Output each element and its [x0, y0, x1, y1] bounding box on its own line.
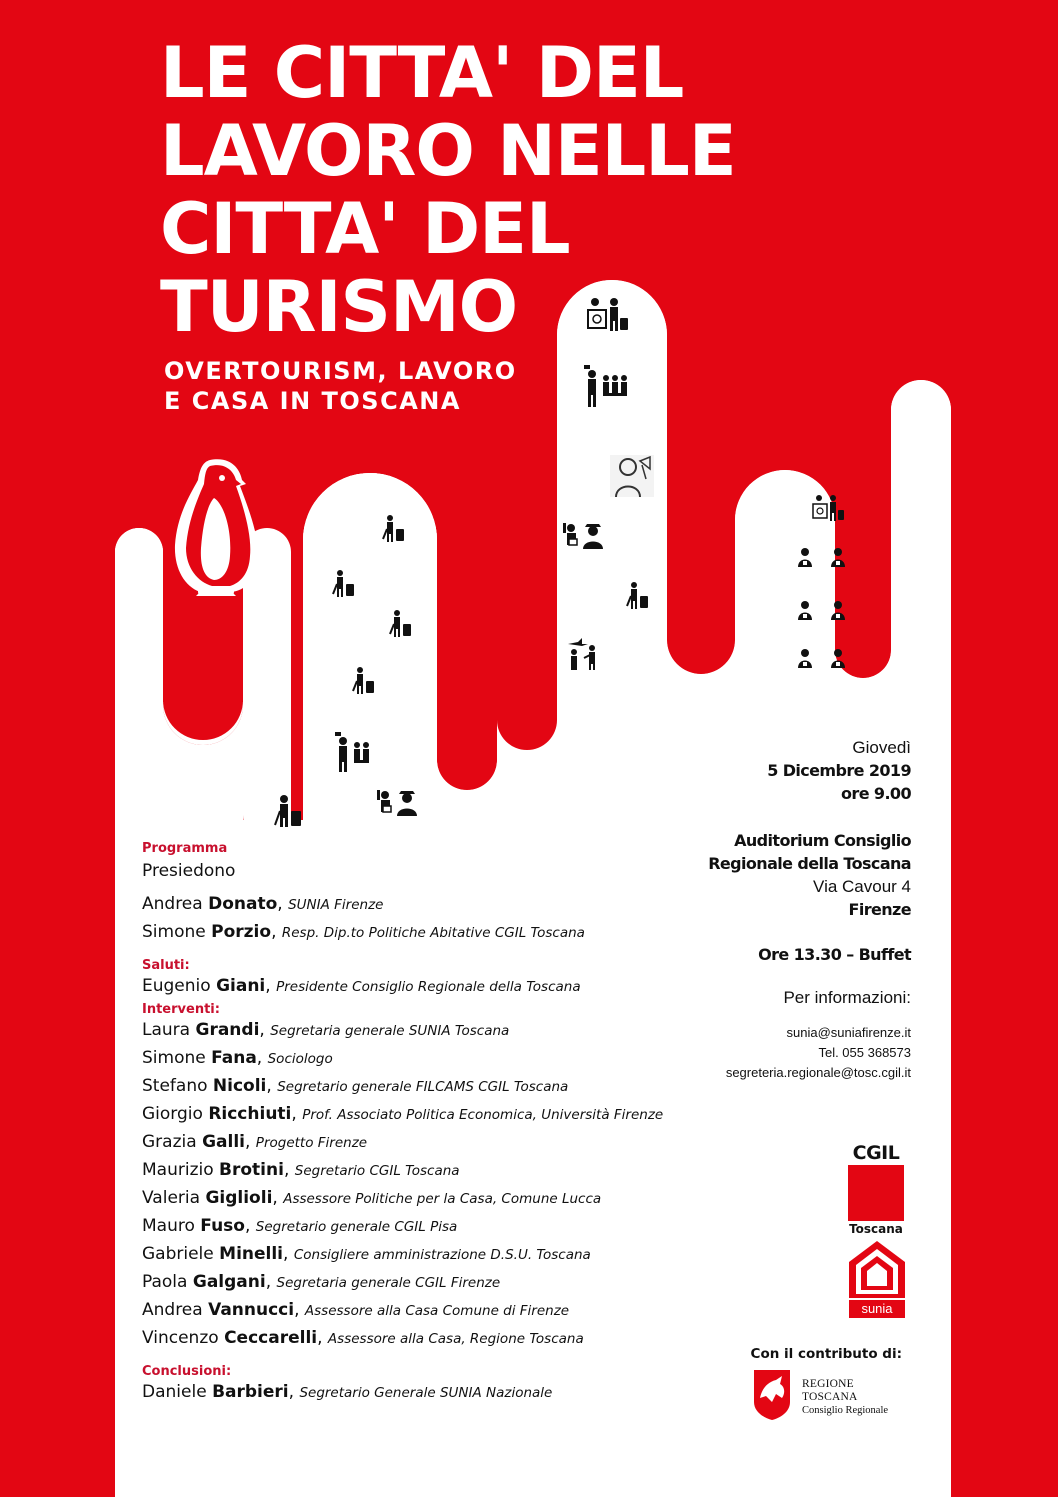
event-buffet: Ore 13.30 – Buffet [758, 945, 911, 964]
speaker-first-name: Vincenzo [142, 1328, 219, 1348]
speaker-role: Progetto Firenze [255, 1135, 368, 1151]
speaker-last-name: Grandi [195, 1020, 260, 1040]
speaker-first-name: Andrea [142, 1300, 203, 1320]
conclusioni-heading: Conclusioni: [142, 1364, 232, 1379]
speaker-first-name: Grazia [142, 1132, 197, 1152]
event-time: ore 9.00 [841, 784, 911, 803]
sunia-logo [846, 1238, 908, 1320]
speaker-role: Segretaria generale SUNIA Toscana [270, 1023, 510, 1039]
speaker-role: Presidente Consiglio Regionale della Toscana [276, 979, 581, 995]
speaker-first-name: Simone [142, 1048, 206, 1068]
event-date: 5 Dicembre 2019 [767, 761, 911, 780]
title-line: LE CITTA' DEL [160, 32, 684, 114]
speaker-row: Eugenio Giani, Presidente Consiglio Regionale della Toscana [142, 976, 581, 996]
speaker-last-name: Fana [211, 1048, 257, 1068]
speaker-first-name: Laura [142, 1020, 191, 1040]
speaker-row: Paola Galgani, Segretaria generale CGIL Firenze [142, 1272, 501, 1292]
subtitle-line: E CASA IN TOSCANA [164, 387, 461, 415]
event-day: Giovedì [852, 738, 911, 757]
poster-subtitle [164, 356, 517, 416]
info-label: Per informazioni: [783, 988, 911, 1007]
subtitle-line: OVERTOURISM, LAVORO [164, 357, 517, 385]
speaker-row: Andrea Donato, SUNIA Firenze [142, 894, 384, 914]
speaker-last-name: Brotini [219, 1160, 284, 1180]
title-line: LAVORO NELLE [160, 110, 736, 192]
speaker-role: Segretario generale FILCAMS CGIL Toscana [277, 1079, 569, 1095]
speaker-first-name: Daniele [142, 1382, 207, 1402]
speaker-role: Assessore alla Casa Comune di Firenze [304, 1303, 570, 1319]
speaker-role: Prof. Associato Politica Economica, Università Firenze [302, 1107, 664, 1123]
title-line: TURISMO [160, 266, 518, 348]
speaker-row: Gabriele Minelli, Consigliere amministrazione D.S.U. Toscana [142, 1244, 591, 1264]
speaker-row: Grazia Galli, Progetto Firenze [142, 1132, 368, 1152]
speaker-first-name: Valeria [142, 1188, 201, 1208]
poster-title [160, 34, 800, 346]
speaker-row: Giorgio Ricchiuti, Prof. Associato Politica Economica, Università Firenze [142, 1104, 664, 1124]
speaker-role: SUNIA Firenze [288, 897, 384, 913]
hotel-maid-icon [610, 455, 654, 497]
event-city: Firenze [848, 900, 911, 919]
speaker-row: Stefano Nicoli, Segretario generale FILCAMS CGIL Toscana [142, 1076, 569, 1096]
speaker-last-name: Minelli [219, 1244, 284, 1264]
contact-email-sunia[interactable]: sunia@suniafirenze.it [786, 1025, 911, 1040]
speaker-first-name: Gabriele [142, 1244, 214, 1264]
regione-toscana-logo [752, 1368, 912, 1420]
speaker-row: Laura Grandi, Segretaria generale SUNIA Toscana [142, 1020, 510, 1040]
cgil-logo-word: CGIL [852, 1142, 900, 1164]
speaker-last-name: Nicoli [212, 1076, 267, 1096]
speaker-first-name: Simone [142, 922, 206, 942]
speaker-row: Andrea Vannucci, Assessore alla Casa Comune di Firenze [142, 1300, 570, 1320]
speaker-role: Resp. Dip.to Politiche Abitative CGIL Toscana [281, 925, 585, 941]
regione-line1: REGIONE TOSCANA [802, 1378, 858, 1403]
regione-text [802, 1378, 912, 1417]
event-venue-line1: Auditorium Consiglio [734, 831, 911, 850]
title-line: CITTA' DEL [160, 188, 570, 270]
speaker-last-name: Ceccarelli [224, 1328, 318, 1348]
speaker-role: Sociologo [267, 1051, 333, 1067]
speaker-role: Segretario CGIL Toscana [294, 1163, 460, 1179]
speaker-role: Segretario generale CGIL Pisa [255, 1219, 458, 1235]
speaker-first-name: Mauro [142, 1216, 195, 1236]
speaker-last-name: Ricchiuti [208, 1104, 292, 1124]
speaker-last-name: Galgani [192, 1272, 266, 1292]
speaker-row: Mauro Fuso, Segretario generale CGIL Pisa [142, 1216, 458, 1236]
speaker-first-name: Maurizio [142, 1160, 214, 1180]
speaker-role: Assessore Politiche per la Casa, Comune Lucca [283, 1191, 602, 1207]
speaker-first-name: Andrea [142, 894, 203, 914]
event-address: Via Cavour 4 [813, 877, 911, 896]
contact-phone[interactable]: Tel. 055 368573 [818, 1045, 911, 1060]
speaker-row: Simone Porzio, Resp. Dip.to Politiche Abitative CGIL Toscana [142, 922, 585, 942]
speaker-role: Segretaria generale CGIL Firenze [276, 1275, 501, 1291]
conclusioni-list [142, 1379, 742, 1407]
speaker-role: Assessore alla Casa, Regione Toscana [327, 1331, 584, 1347]
regione-line2: Consiglio Regionale [802, 1405, 889, 1416]
cgil-logo-square [848, 1165, 904, 1221]
speaker-first-name: Eugenio [142, 976, 211, 996]
speaker-first-name: Giorgio [142, 1104, 203, 1124]
cgil-logo-region: Toscana [849, 1222, 903, 1236]
contribution-label: Con il contributo di: [750, 1346, 902, 1362]
sunia-logo-word: sunia [861, 1301, 893, 1316]
speaker-last-name: Vannucci [208, 1300, 295, 1320]
speaker-row: Simone Fana, Sociologo [142, 1048, 333, 1068]
interventi-heading: Interventi: [142, 1002, 220, 1017]
regione-toscana-emblem-icon [752, 1368, 792, 1420]
speaker-last-name: Fuso [200, 1216, 245, 1236]
speaker-row: Maurizio Brotini, Segretario CGIL Toscana [142, 1160, 460, 1180]
speaker-row: Valeria Giglioli, Assessore Politiche per la Casa, Comune Lucca [142, 1188, 602, 1208]
speaker-role: Consigliere amministrazione D.S.U. Toscana [293, 1247, 591, 1263]
speaker-last-name: Donato [208, 894, 278, 914]
speaker-role: Segretario Generale SUNIA Nazionale [299, 1385, 553, 1401]
speaker-last-name: Barbieri [212, 1382, 289, 1402]
speaker-row: Daniele Barbieri, Segretario Generale SUNIA Nazionale [142, 1382, 553, 1402]
speaker-first-name: Paola [142, 1272, 188, 1292]
speaker-last-name: Porzio [211, 922, 272, 942]
speaker-first-name: Stefano [142, 1076, 208, 1096]
event-details [581, 736, 911, 1083]
speaker-last-name: Galli [202, 1132, 245, 1152]
contact-email-cgil[interactable]: segreteria.regionale@tosc.cgil.it [725, 1065, 911, 1080]
cgil-logo [846, 1143, 906, 1237]
speaker-row: Vincenzo Ceccarelli, Assessore alla Casa, Regione Toscana [142, 1328, 584, 1348]
event-venue-line2: Regionale della Toscana [708, 854, 911, 873]
saluti-heading: Saluti: [142, 958, 190, 973]
speaker-last-name: Giglioli [205, 1188, 273, 1208]
speaker-last-name: Giani [216, 976, 266, 996]
programma-heading: Programma [142, 841, 228, 856]
presiedono-label: Presiedono [142, 861, 236, 881]
